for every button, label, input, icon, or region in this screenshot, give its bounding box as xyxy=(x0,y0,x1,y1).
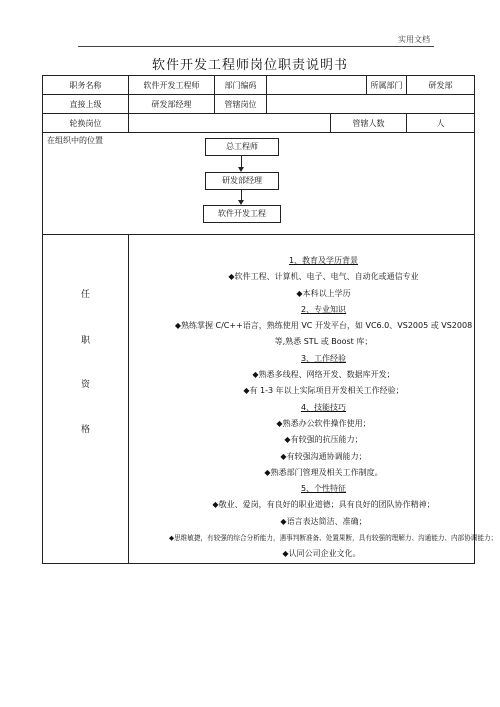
list-item: ◆认同公司企业文化。 xyxy=(282,549,361,559)
table-row xyxy=(43,95,475,114)
org-box-chief-engineer: 总工程师 xyxy=(205,138,279,156)
side-char: 格 xyxy=(80,425,90,435)
section-title: 4、技能技巧 xyxy=(300,402,347,412)
rotation-label: 轮换岗位 xyxy=(43,114,129,133)
section-title: 1、教育及学历背景 xyxy=(288,256,359,265)
org-box-rd-manager: 研发部经理 xyxy=(205,172,279,190)
side-char: 任 xyxy=(80,290,90,300)
job-title-value: 软件开发工程师 xyxy=(129,76,215,95)
qualification-content xyxy=(129,235,498,564)
table-row xyxy=(43,133,475,235)
list-item: ◆有较强的抗压能力； xyxy=(284,435,363,445)
section-title: 5、个性特征 xyxy=(300,484,347,494)
list-item: ◆思维敏捷，有较强的综合分析能力，遇事判断准备、处置果断，具有较强的理解力、沟通能力、内部协调能力； xyxy=(169,534,498,543)
job-title-label: 职务名称 xyxy=(43,76,129,95)
headcount-value: 人 xyxy=(407,114,475,133)
list-item: ◆熟悉部门管理及相关工作制度。 xyxy=(264,467,383,477)
list-item: ◆有 1-3 年以上实际项目开发相关工作经验； xyxy=(243,386,404,396)
supervisor-value: 研发部经理 xyxy=(129,95,215,114)
rotation-value xyxy=(129,114,331,133)
document-title: 软件开发工程师岗位职责说明书 xyxy=(151,58,348,73)
org-chart xyxy=(43,133,474,234)
org-position-cell xyxy=(43,133,475,235)
list-item: ◆软件工程、计算机、电子、电气、自动化或通信专业 xyxy=(228,272,419,282)
qualification-side-label xyxy=(43,235,129,564)
list-item: ◆本科以上学历 xyxy=(296,288,351,298)
managed-positions-label: 管辖岗位 xyxy=(215,95,267,114)
table-row xyxy=(43,114,475,133)
job-description-table xyxy=(42,75,498,564)
headcount-label: 管辖人数 xyxy=(331,114,407,133)
list-item: ◆语言表达简洁、准确； xyxy=(280,516,367,526)
table-row xyxy=(43,76,475,95)
header-tag: 实用文档 xyxy=(398,35,430,44)
org-position-label: 在组织中的位置 xyxy=(47,136,103,145)
list-item: ◆熟练掌握 C/C++语言，熟练使用 VC 开发平台，如 VC6.0、VS2005 或 VS2008 等,熟悉 STL 或 Boost 库； xyxy=(174,321,473,347)
table-row xyxy=(43,235,475,564)
section-title: 2、专业知识 xyxy=(300,304,347,314)
list-item: ◆熟悉办公软件操作使用； xyxy=(276,418,371,428)
dept-code-label: 部门编码 xyxy=(215,76,267,95)
side-char: 资 xyxy=(80,380,90,390)
list-item: ◆熟悉多线程、网络开发、数据库开发； xyxy=(252,370,395,380)
managed-positions-value xyxy=(267,95,475,114)
supervisor-label: 直接上级 xyxy=(43,95,129,114)
header-divider xyxy=(78,46,434,47)
org-box-software-engineer: 软件开发工程 xyxy=(203,205,281,223)
dept-code-value xyxy=(267,76,367,95)
section-title: 3、工作经验 xyxy=(300,353,347,363)
department-label: 所属部门 xyxy=(367,76,407,95)
department-value: 研发部 xyxy=(407,76,475,95)
list-item: ◆敬业、爱岗，有良好的职业道德；具有良好的团队协作精神； xyxy=(212,500,435,510)
side-char: 职 xyxy=(80,336,90,346)
list-item: ◆有较强沟通协调能力； xyxy=(280,451,367,461)
